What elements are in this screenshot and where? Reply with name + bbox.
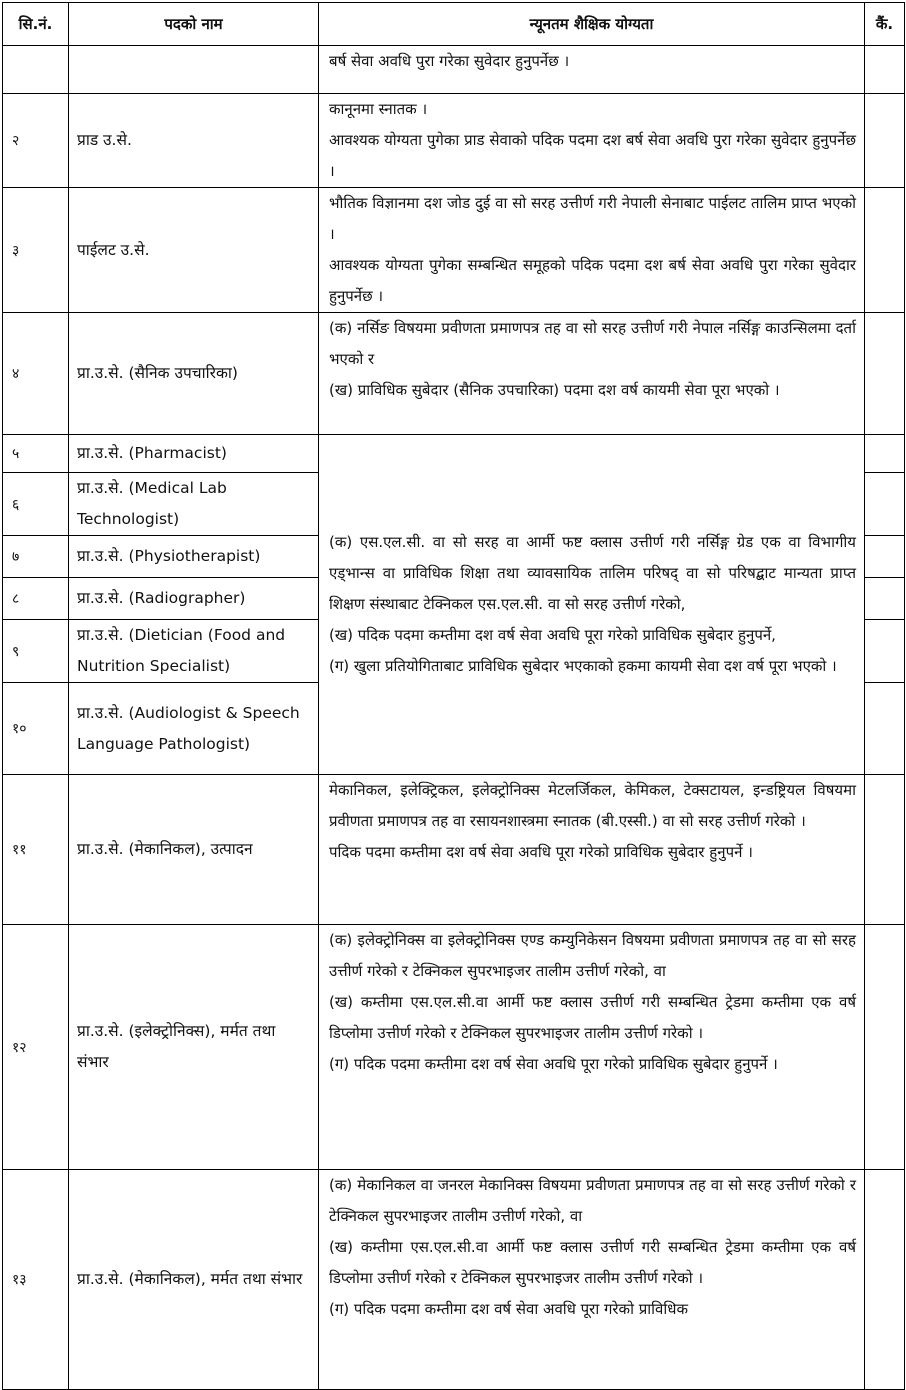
table-row — [3, 313, 905, 435]
table-row — [3, 775, 905, 925]
row-sn: १३ — [3, 1170, 69, 1390]
table-header-row — [3, 3, 905, 46]
row-sn: ११ — [3, 775, 69, 925]
qual-line: (ख) पदिक पदमा कम्तीमा दश वर्ष सेवा अवधि पूरा गरेको प्राविधिक सुबेदार हुनुपर्ने, — [329, 626, 776, 644]
qual-line: (ग) पदिक पदमा कम्तीमा दश वर्ष सेवा अवधि पूरा गरेको प्राविधिक — [329, 1300, 688, 1318]
row-sn: ८ — [3, 578, 69, 620]
header-remarks: कैं. — [865, 3, 905, 46]
row-post: प्रा.उ.से. (Radiographer) — [69, 578, 319, 620]
row-post: प्रा.उ.से. (मेकानिकल), उत्पादन — [69, 775, 319, 925]
qual-line: (क) इलेक्ट्रोनिक्स वा इलेक्ट्रोनिक्स एण्ड कम्युनिकेसन विषयमा प्रवीणता प्रमाणपत्र तह वा सो सरह उत्तीर्ण गरेको र टेक्निकल सुपरभाइजर तालीम उत्तीर्ण गरेको, वा — [329, 931, 856, 980]
row-qualification — [319, 1170, 865, 1390]
qual-line: (क) मेकानिकल वा जनरल मेकानिक्स विषयमा प्रवीणता प्रमाणपत्र तह वा सो सरह उत्तीर्ण गरेको र टेक्निकल सुपरभाइजर तालीम उत्तीर्ण गरेको, वा — [329, 1176, 856, 1225]
row-remarks — [865, 775, 905, 925]
qual-line: कानूनमा स्नातक । — [329, 100, 428, 118]
row-sn: ९ — [3, 620, 69, 683]
row-post: प्रा.उ.से. (Physiotherapist) — [69, 536, 319, 578]
row-remarks — [865, 925, 905, 1170]
qual-line: (ग) खुला प्रतियोगिताबाट प्राविधिक सुबेदार भएकाको हकमा कायमी सेवा दश वर्ष पूरा भएको । — [329, 657, 837, 675]
table-row — [3, 188, 905, 313]
qual-line: (क) एस.एल.सी. वा सो सरह वा आर्मी फष्ट क्लास उत्तीर्ण गरी नर्सिङ्ग ग्रेड एक वा विभागीय एड्भान्स वा प्राविधिक शिक्षा तथा व्यावसायिक तालिम परिषद् वा सो परिषद्बाट मान्यता प्राप्त शिक्षण संस्थाबाट टेक्निकल एस.एल.सी. वा सो सरह उत्तीर्ण गरेको, — [329, 533, 856, 613]
row-post — [69, 46, 319, 94]
row-remarks — [865, 536, 905, 578]
qual-line: (ख) कम्तीमा एस.एल.सी.वा आर्मी फष्ट क्लास उत्तीर्ण गरी सम्बन्धित ट्रेडमा कम्तीमा एक वर्ष डिप्लोमा उत्तीर्ण गरेको र टेक्निकल सुपरभाइजर तालीम उत्तीर्ण गरेको । — [329, 1238, 856, 1287]
row-remarks — [865, 188, 905, 313]
header-qualification: न्यूनतम शैक्षिक योग्यता — [319, 3, 865, 46]
qual-line: बर्ष सेवा अवधि पुरा गरेका सुवेदार हुनुपर्नेछ । — [329, 52, 570, 70]
table-row — [3, 435, 905, 473]
row-sn: ६ — [3, 473, 69, 536]
row-qualification — [319, 46, 865, 94]
row-sn: ७ — [3, 536, 69, 578]
qual-line: पदिक पदमा कम्तीमा दश वर्ष सेवा अवधि पूरा गरेको प्राविधिक सुबेदार हुनुपर्ने । — [329, 843, 753, 861]
row-qualification — [319, 313, 865, 435]
row-remarks — [865, 46, 905, 94]
table-row — [3, 925, 905, 1170]
qual-line: मेकानिकल, इलेक्ट्रिकल, इलेक्ट्रोनिक्स मेटलर्जिकल, केमिकल, टेक्सटायल, इन्डष्ट्रियल विषयमा प्रवीणता प्रमाणपत्र तह वा रसायनशास्त्रमा स्नातक (बी.एस्सी.) वा सो सरह उत्तीर्ण गरेको । — [329, 781, 856, 830]
row-post: पाईलट उ.से. — [69, 188, 319, 313]
table-row — [3, 1170, 905, 1390]
row-remarks — [865, 683, 905, 775]
row-post: प्राड उ.से. — [69, 94, 319, 188]
row-qualification — [319, 94, 865, 188]
row-remarks — [865, 578, 905, 620]
row-post: प्रा.उ.से. (Audiologist & Speech Language Pathologist) — [69, 683, 319, 775]
row-sn: ३ — [3, 188, 69, 313]
qual-line: आवश्यक योग्यता पुगेका प्राड सेवाको पदिक पदमा दश बर्ष सेवा अवधि पुरा गरेका सुवेदार हुनुपर्नेछ । — [329, 131, 856, 180]
row-remarks — [865, 435, 905, 473]
row-sn: १२ — [3, 925, 69, 1170]
row-post: प्रा.उ.से. (मेकानिकल), मर्मत तथा संभार — [69, 1170, 319, 1390]
qual-line: (ख) कम्तीमा एस.एल.सी.वा आर्मी फष्ट क्लास उत्तीर्ण गरी सम्बन्धित ट्रेडमा कम्तीमा एक वर्ष डिप्लोमा उत्तीर्ण गरेको र टेक्निकल सुपरभाइजर तालीम उत्तीर्ण गरेको । — [329, 993, 856, 1042]
row-post: प्रा.उ.से. (Medical Lab Technologist) — [69, 473, 319, 536]
row-remarks — [865, 94, 905, 188]
table-row — [3, 46, 905, 94]
row-post: प्रा.उ.से. (इलेक्ट्रोनिक्स), मर्मत तथा संभार — [69, 925, 319, 1170]
row-sn: २ — [3, 94, 69, 188]
qualification-table — [2, 2, 905, 1390]
row-qualification — [319, 188, 865, 313]
qual-line: (ख) प्राविधिक सुबेदार (सैनिक उपचारिका) पदमा दश वर्ष कायमी सेवा पूरा भएको । — [329, 381, 780, 399]
row-post: प्रा.उ.से. (सैनिक उपचारिका) — [69, 313, 319, 435]
row-remarks — [865, 473, 905, 536]
row-post: प्रा.उ.से. (Pharmacist) — [69, 435, 319, 473]
row-sn — [3, 46, 69, 94]
row-remarks — [865, 1170, 905, 1390]
row-remarks — [865, 620, 905, 683]
group-qualification — [319, 435, 865, 775]
row-remarks — [865, 313, 905, 435]
qual-line: (क) नर्सिङ विषयमा प्रवीणता प्रमाणपत्र तह वा सो सरह उत्तीर्ण गरी नेपाल नर्सिङ्ग काउन्सिलमा दर्ता भएको र — [329, 319, 856, 368]
table-row — [3, 94, 905, 188]
qual-line: आवश्यक योग्यता पुगेका सम्बन्धित समूहको पदिक पदमा दश बर्ष सेवा अवधि पुरा गरेका सुवेदार हुनुपर्नेछ । — [329, 256, 856, 305]
row-qualification — [319, 775, 865, 925]
row-sn: ५ — [3, 435, 69, 473]
row-sn: ४ — [3, 313, 69, 435]
qual-line: भौतिक विज्ञानमा दश जोड दुई वा सो सरह उत्तीर्ण गरी नेपाली सेनाबाट पाईलट तालिम प्राप्त भएको । — [329, 194, 856, 243]
header-post: पदको नाम — [69, 3, 319, 46]
row-post: प्रा.उ.से. (Dietician (Food and Nutrition Specialist) — [69, 620, 319, 683]
qual-line: (ग) पदिक पदमा कम्तीमा दश वर्ष सेवा अवधि पूरा गरेको प्राविधिक सुबेदार हुनुपर्ने । — [329, 1055, 778, 1073]
header-sn: सि.नं. — [3, 3, 69, 46]
row-qualification — [319, 925, 865, 1170]
row-sn: १० — [3, 683, 69, 775]
